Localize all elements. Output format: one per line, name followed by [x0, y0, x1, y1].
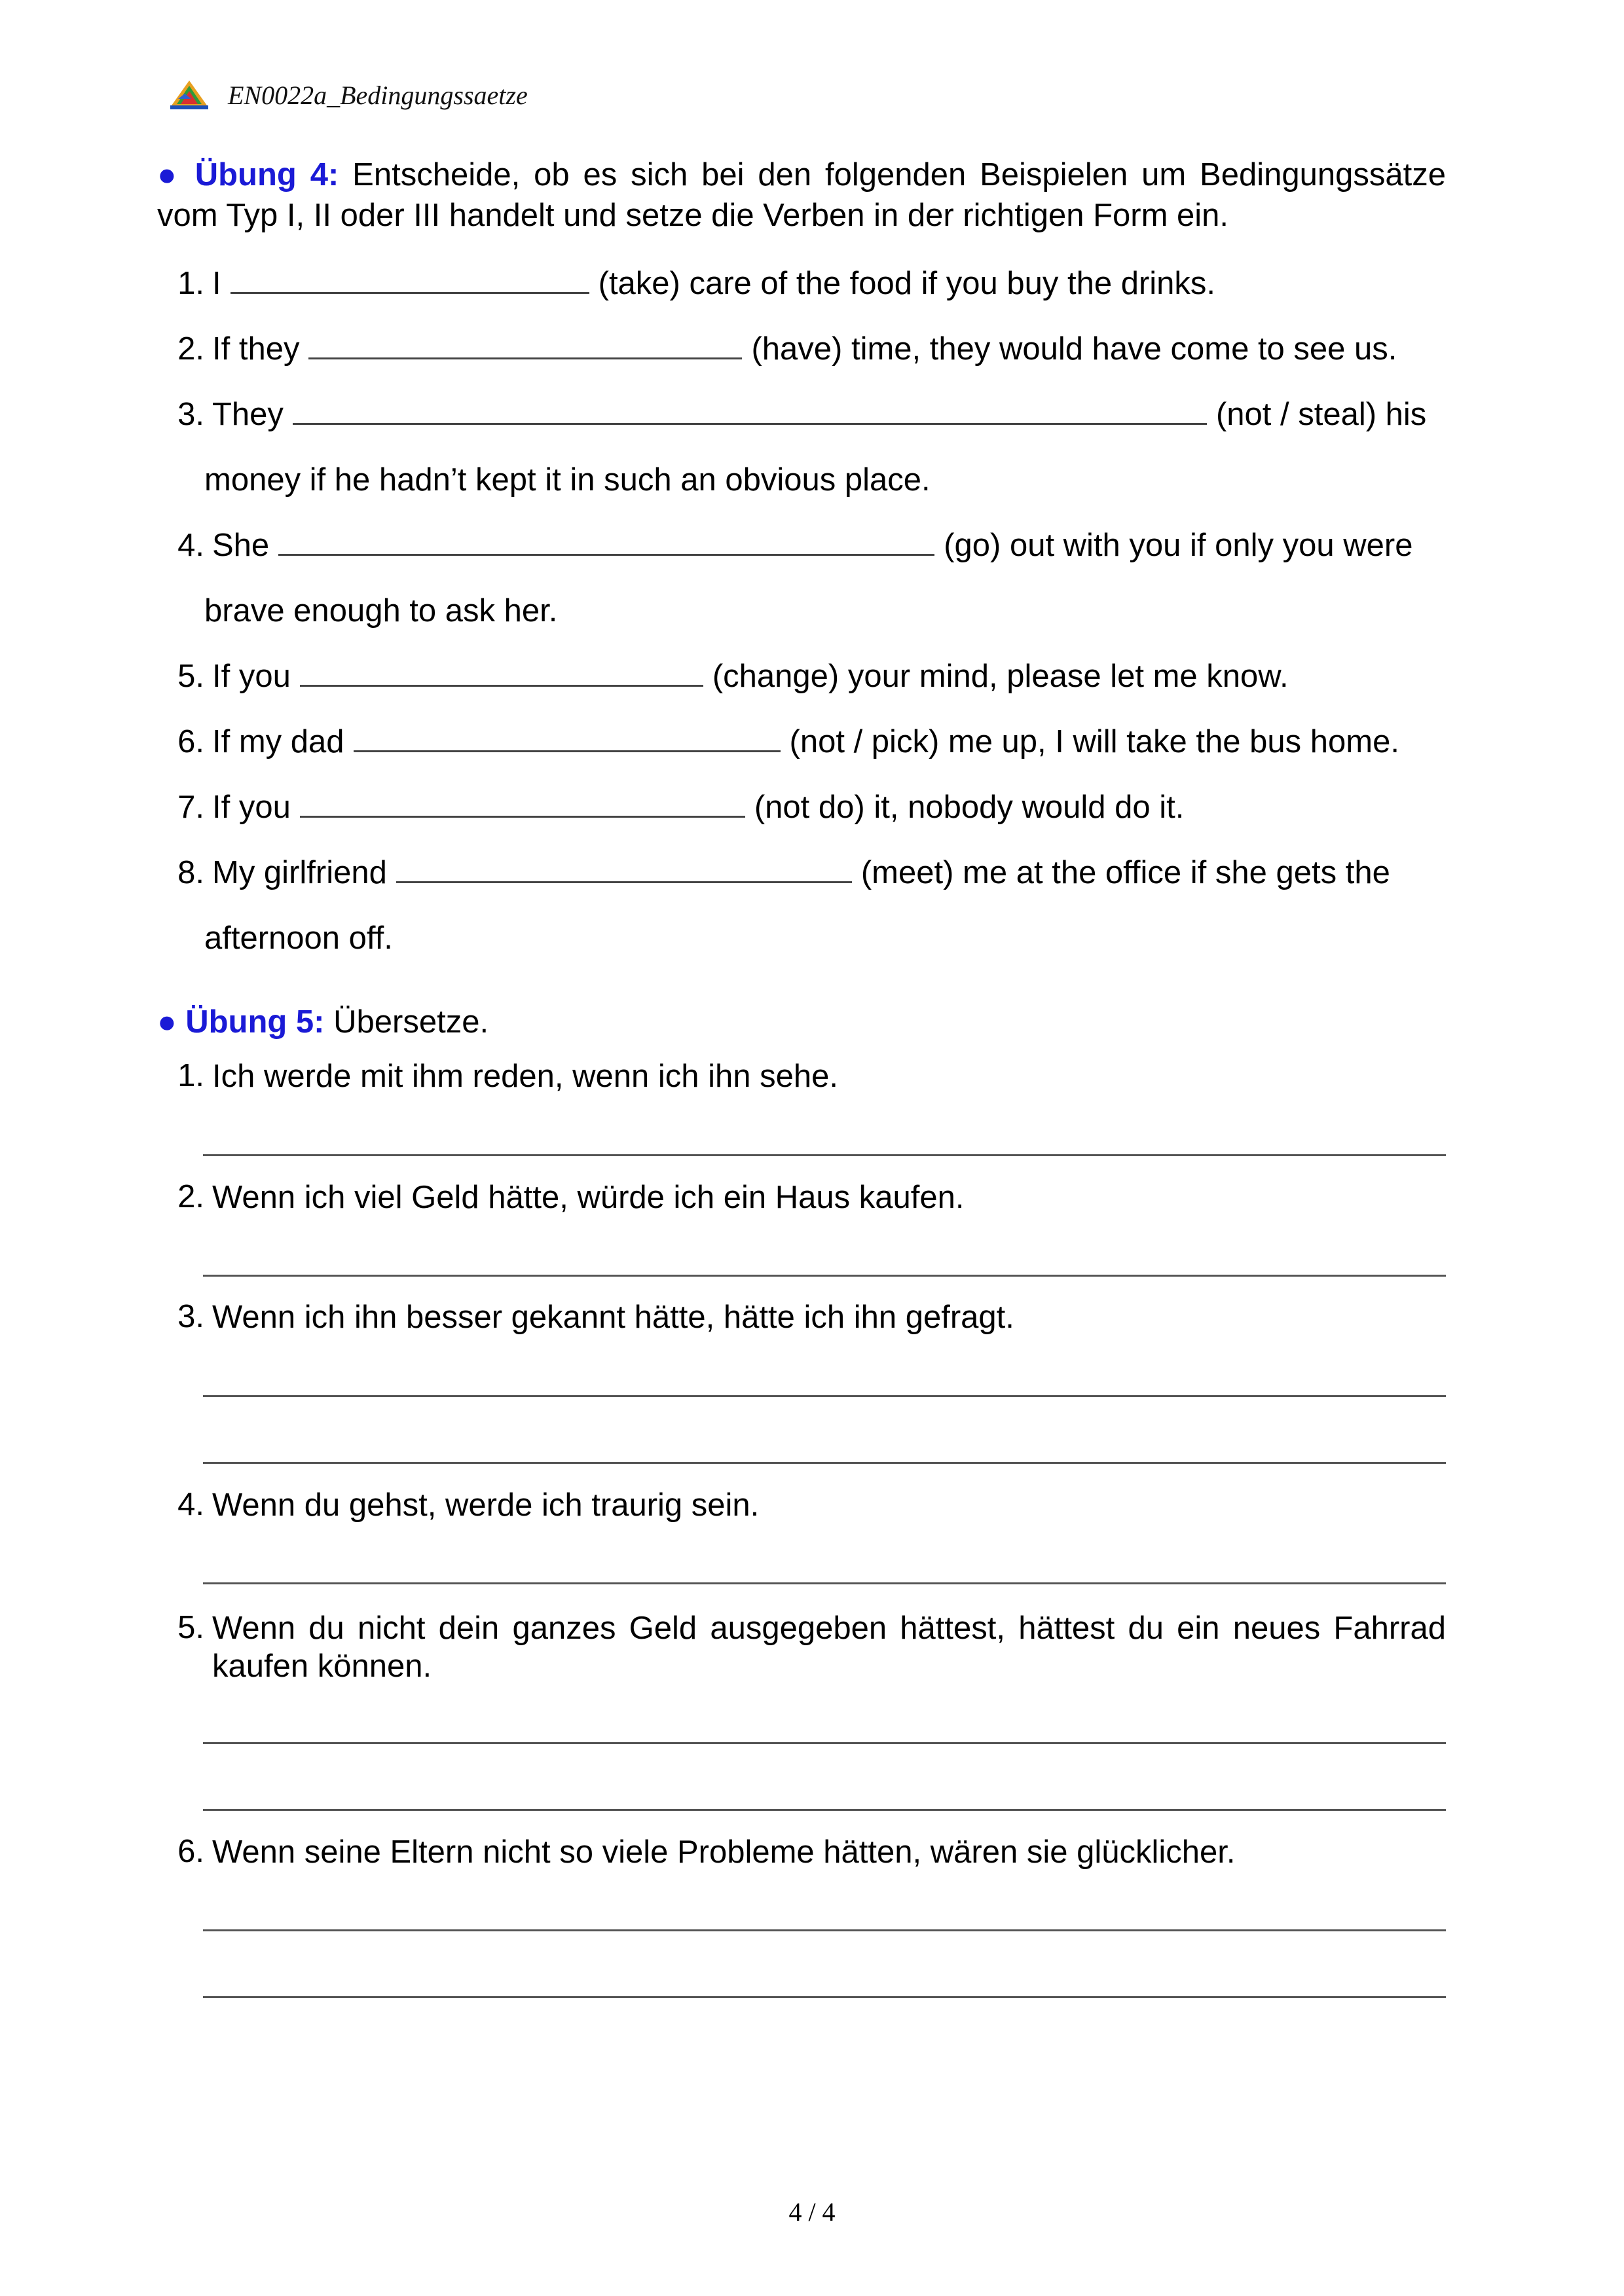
- answer-blank[interactable]: [231, 285, 589, 294]
- page-number: 4 / 4: [788, 2197, 836, 2227]
- exercise-5-heading: [157, 1002, 1446, 1042]
- item-text-after: (not / pick) me up, I will take the bus home.: [789, 724, 1399, 759]
- translation-prompt: Ich werde mit ihm reden, wenn ich ihn sehe.: [212, 1059, 838, 1094]
- item-number: 1.: [177, 1058, 204, 1093]
- exercise-5-item-6: [157, 1833, 1446, 1871]
- answer-blank[interactable]: [300, 809, 745, 818]
- answer-line[interactable]: [203, 1154, 1446, 1156]
- item-number: 3.: [177, 1299, 204, 1334]
- item-text-after: (not / steal) his: [1215, 397, 1427, 432]
- item-number: 4.: [177, 1487, 204, 1522]
- exercise-5-item-4: [157, 1486, 1446, 1524]
- document-id: EN0022a_Bedingungssaetze: [228, 80, 528, 110]
- answer-blank[interactable]: [396, 875, 852, 883]
- answer-line[interactable]: [203, 1582, 1446, 1584]
- exercise-4-item-8-continuation: afternoon off.: [204, 920, 393, 956]
- item-text-before: If you: [212, 659, 291, 694]
- item-number: 2.: [177, 1179, 204, 1214]
- translation-prompt: Wenn du nicht dein ganzes Geld ausgegeben hättest, hättest du ein neues Fahrrad kaufen können.: [212, 1611, 1446, 1684]
- item-number: 1.: [177, 266, 204, 301]
- page-header: [169, 75, 528, 115]
- exercise-5-item-1: [157, 1057, 1446, 1095]
- item-text-before: If they: [212, 331, 300, 367]
- exercise-4-item-6: [157, 723, 1446, 760]
- exercise-5-instruction: Übersetze.: [333, 1004, 489, 1040]
- exercise-5-item-2: [157, 1178, 1446, 1216]
- answer-line[interactable]: [203, 1742, 1446, 1744]
- item-number: 6.: [177, 724, 204, 759]
- item-text-before: If you: [212, 790, 291, 825]
- item-text-before: She: [212, 528, 270, 563]
- exercise-5-item-3: [157, 1298, 1446, 1336]
- exercise-5-title: ● Übung 5:: [157, 1004, 325, 1040]
- exercise-4-item-3-continuation: money if he hadn’t kept it in such an obvious place.: [204, 462, 931, 498]
- item-text-before: If my dad: [212, 724, 344, 759]
- item-text-after: (go) out with you if only you were: [944, 528, 1413, 563]
- item-text-before: I: [212, 266, 221, 301]
- exercise-4-heading: [157, 155, 1446, 236]
- answer-line[interactable]: [203, 1275, 1446, 1277]
- answer-blank[interactable]: [293, 416, 1207, 425]
- exercise-4-item-4: [157, 527, 1446, 564]
- exercise-5-item-5: [157, 1609, 1446, 1685]
- translation-prompt: Wenn ich ihn besser gekannt hätte, hätte ich ihn gefragt.: [212, 1300, 1014, 1335]
- exercise-4-item-7: [157, 789, 1446, 826]
- translation-prompt: Wenn seine Eltern nicht so viele Probleme hätten, wären sie glücklicher.: [212, 1834, 1236, 1870]
- item-number: 5.: [177, 659, 204, 694]
- item-number: 7.: [177, 790, 204, 825]
- exercise-4-title: ● Übung 4:: [157, 157, 339, 192]
- answer-line[interactable]: [203, 1809, 1446, 1811]
- answer-blank[interactable]: [278, 547, 934, 556]
- exercise-4-item-4-continuation: brave enough to ask her.: [204, 593, 558, 629]
- item-number: 2.: [177, 331, 204, 367]
- answer-blank[interactable]: [300, 678, 703, 687]
- exercise-4-item-5: [157, 658, 1446, 695]
- exercise-4-item-8: [157, 854, 1446, 891]
- answer-line[interactable]: [203, 1996, 1446, 1998]
- item-number: 5.: [177, 1610, 204, 1645]
- translation-prompt: Wenn ich viel Geld hätte, würde ich ein Haus kaufen.: [212, 1180, 965, 1215]
- item-number: 6.: [177, 1834, 204, 1869]
- item-text-before: They: [212, 397, 284, 432]
- item-text-after: (have) time, they would have come to see us.: [751, 331, 1397, 367]
- answer-line[interactable]: [203, 1462, 1446, 1464]
- item-text-after: (take) care of the food if you buy the drinks.: [598, 266, 1216, 301]
- item-text-before: My girlfriend: [212, 855, 387, 890]
- item-text-after: (change) your mind, please let me know.: [712, 659, 1289, 694]
- answer-blank[interactable]: [308, 351, 742, 359]
- item-text-after: (not do) it, nobody would do it.: [754, 790, 1185, 825]
- answer-blank[interactable]: [354, 744, 781, 752]
- answer-line[interactable]: [203, 1395, 1446, 1397]
- exercise-4-item-2: [157, 331, 1446, 367]
- item-number: 4.: [177, 528, 204, 563]
- exercise-4-item-3: [157, 396, 1446, 433]
- exercise-4-item-1: [157, 265, 1446, 302]
- translation-prompt: Wenn du gehst, werde ich traurig sein.: [212, 1487, 760, 1523]
- item-number: 3.: [177, 397, 204, 432]
- exercise-4-instruction: Entscheide, ob es sich bei den folgenden Beispielen um Bedingungssätze vom Typ I, II oder III handelt und setze die Verben in der richtigen Form ein.: [157, 157, 1446, 233]
- answer-line[interactable]: [203, 1929, 1446, 1931]
- item-text-after: (meet) me at the office if she gets the: [860, 855, 1390, 890]
- item-number: 8.: [177, 855, 204, 890]
- publisher-logo-icon: [169, 79, 210, 111]
